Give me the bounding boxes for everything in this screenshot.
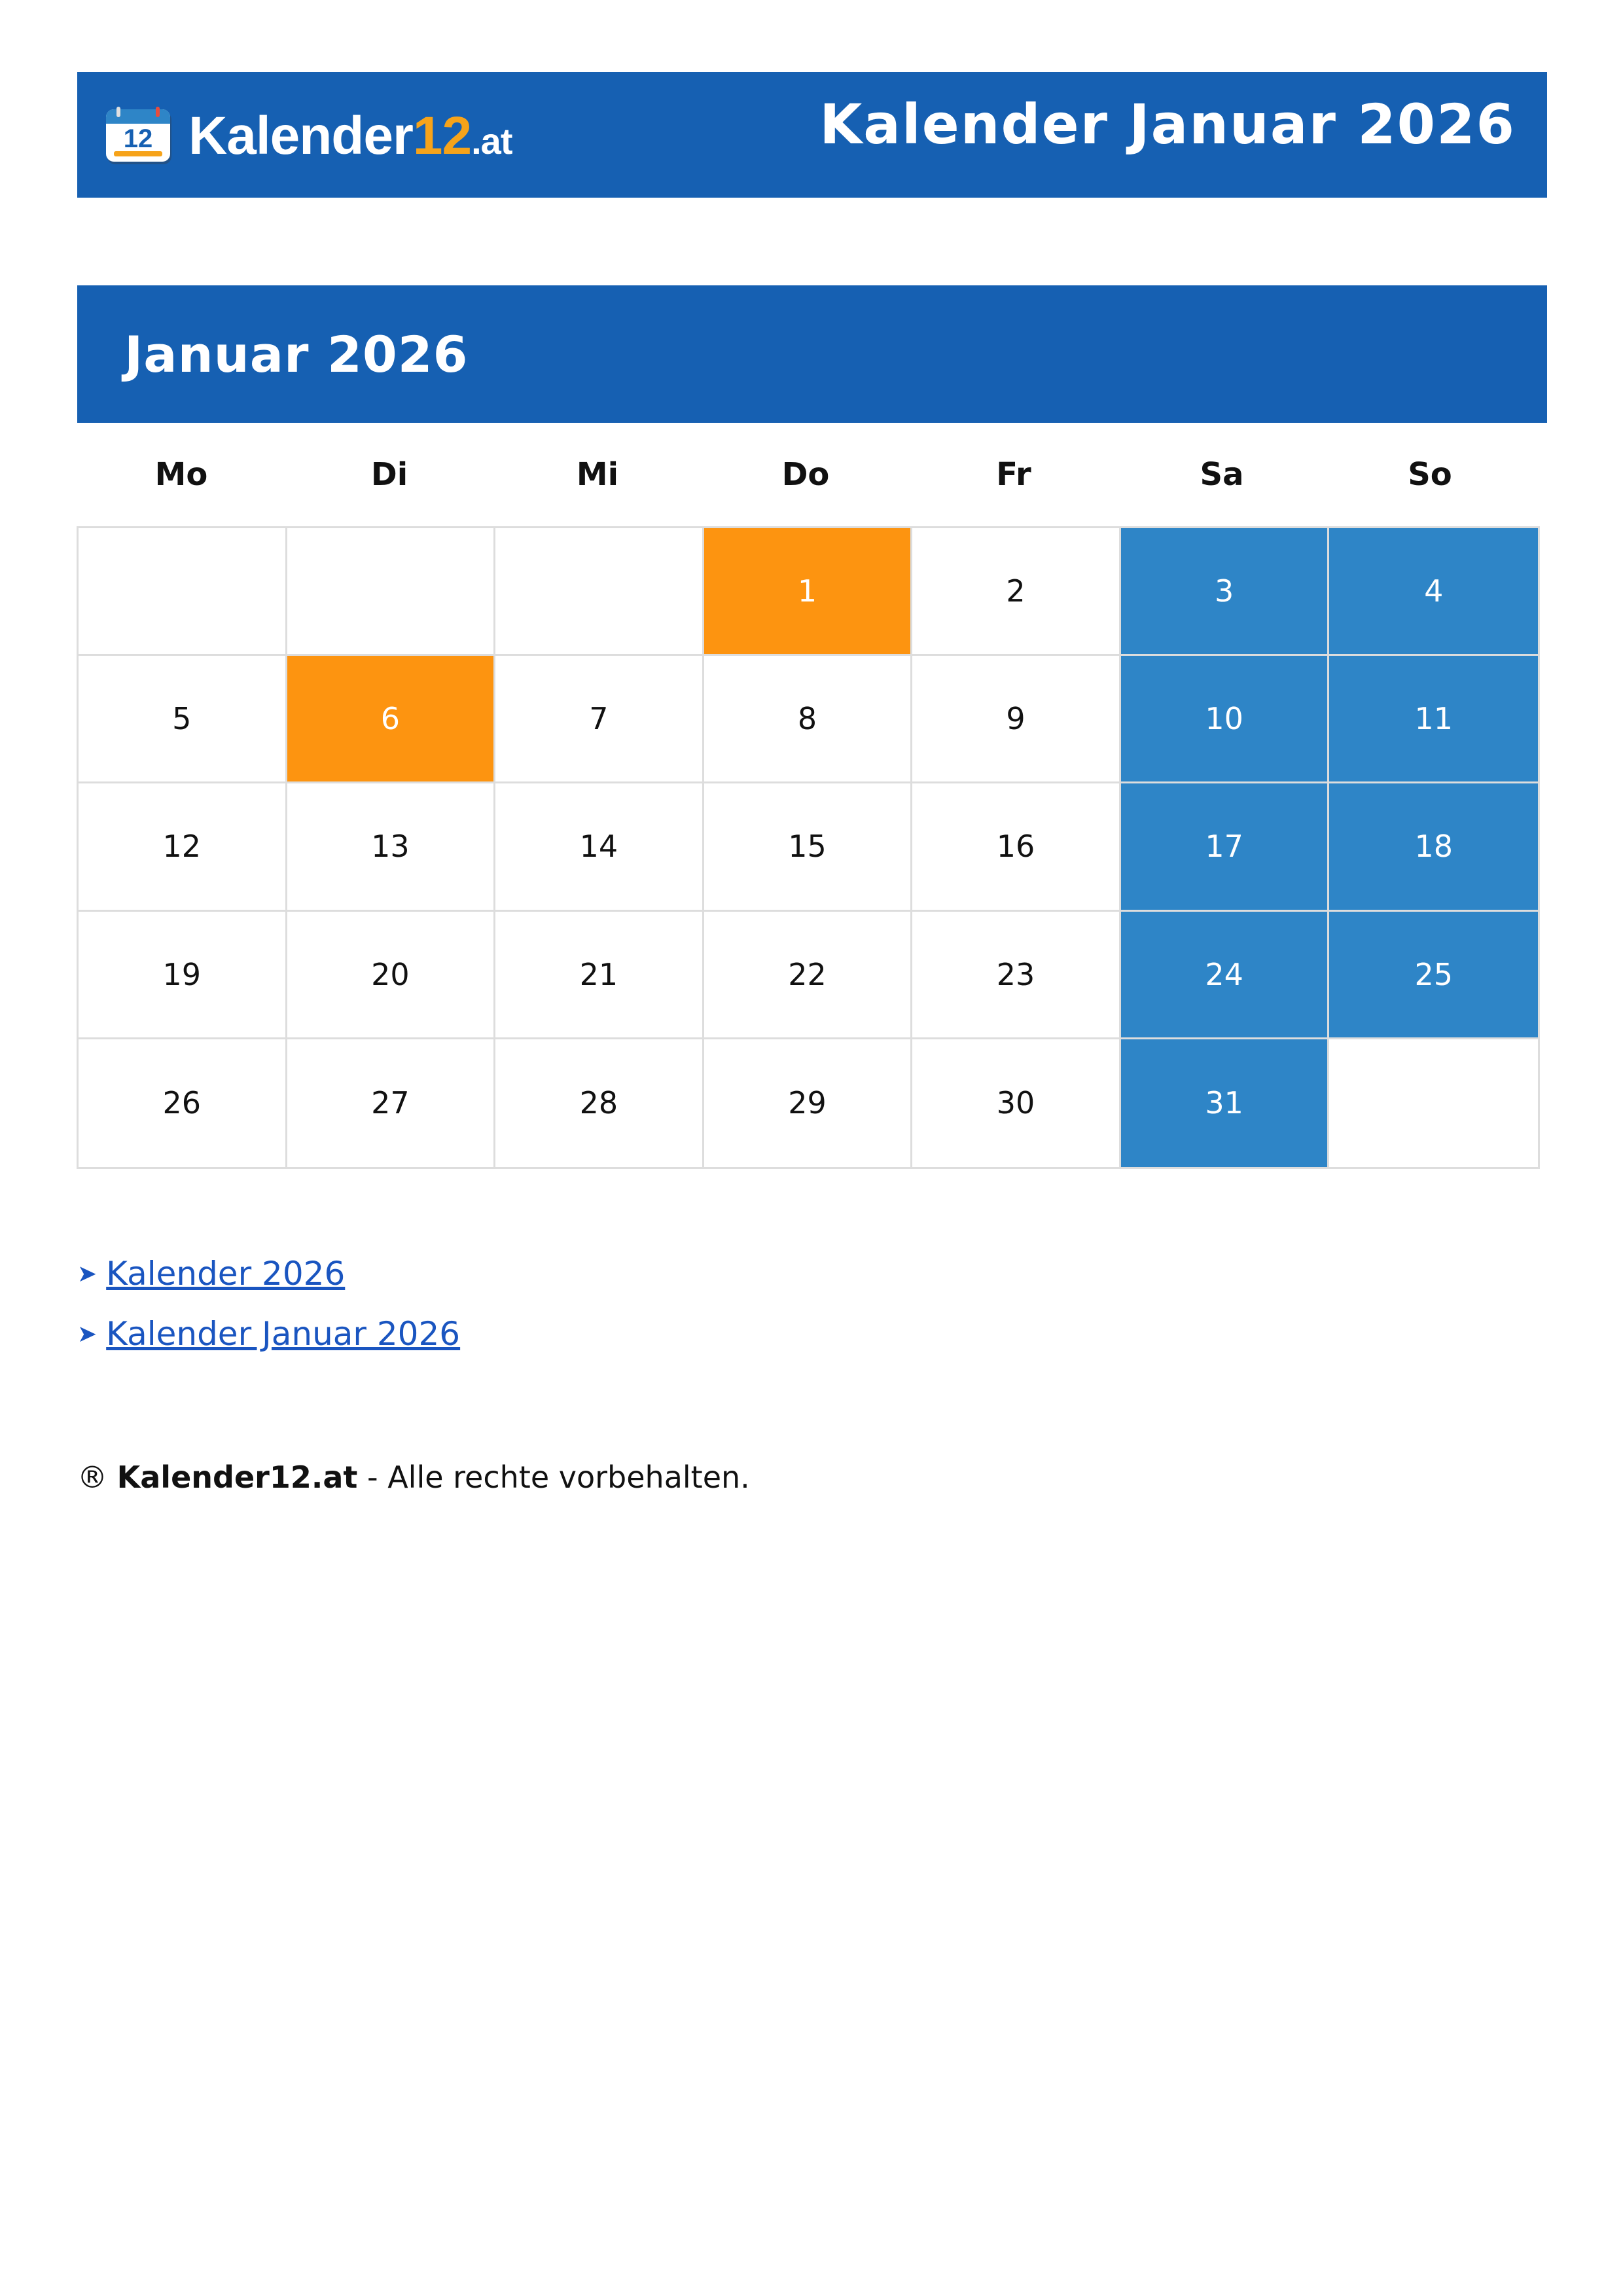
day-cell: 14 — [495, 783, 704, 911]
logo-tld: .at — [471, 120, 512, 162]
day-cell: 29 — [704, 1039, 913, 1167]
weekday-label: Mi — [576, 456, 619, 493]
weekend-day-cell: 17 — [1121, 783, 1330, 911]
weekend-day-cell: 31 — [1121, 1039, 1330, 1167]
logo-text: Kalender — [188, 106, 413, 166]
weekend-day-cell: 18 — [1329, 783, 1538, 911]
site-logo[interactable] — [105, 103, 512, 169]
day-cell: 22 — [704, 912, 913, 1039]
month-banner — [77, 285, 1547, 423]
page-title: Kalender Januar 2026 — [819, 92, 1516, 156]
footer — [77, 1460, 750, 1495]
day-cell: 13 — [287, 783, 496, 911]
site-header — [77, 72, 1547, 198]
weekend-day-cell: 24 — [1121, 912, 1330, 1039]
empty-day-cell — [1329, 1039, 1538, 1167]
calendar-grid — [77, 526, 1540, 1169]
weekend-day-cell: 25 — [1329, 912, 1538, 1039]
link-row — [77, 1244, 460, 1304]
weekday-label: So — [1408, 456, 1452, 493]
weekday-header-row — [77, 445, 1534, 504]
empty-day-cell — [495, 528, 704, 656]
arrow-right-icon: ➤ — [77, 1320, 98, 1348]
footer-brand: Kalender12.at — [116, 1460, 358, 1495]
day-cell: 30 — [912, 1039, 1121, 1167]
logo-wordmark — [188, 106, 512, 166]
related-links — [77, 1244, 460, 1364]
link-kalender-januar-2026[interactable]: Kalender Januar 2026 — [106, 1315, 461, 1353]
day-cell: 20 — [287, 912, 496, 1039]
weekend-day-cell: 3 — [1121, 528, 1330, 656]
day-cell: 16 — [912, 783, 1121, 911]
weekday-label: Mo — [154, 456, 208, 493]
day-cell: 5 — [79, 656, 287, 783]
link-row — [77, 1304, 460, 1364]
logo-number: 12 — [412, 106, 472, 166]
weekend-day-cell: 10 — [1121, 656, 1330, 783]
day-cell: 26 — [79, 1039, 287, 1167]
weekday-label: Do — [781, 456, 830, 493]
weekday-label: Fr — [996, 456, 1031, 493]
empty-day-cell — [79, 528, 287, 656]
day-cell: 2 — [912, 528, 1121, 656]
logo-icon-number: 12 — [123, 124, 153, 153]
day-cell: 28 — [495, 1039, 704, 1167]
day-cell: 19 — [79, 912, 287, 1039]
day-cell: 27 — [287, 1039, 496, 1167]
day-cell: 15 — [704, 783, 913, 911]
registered-symbol: ® — [77, 1460, 107, 1495]
day-cell: 7 — [495, 656, 704, 783]
day-cell: 21 — [495, 912, 704, 1039]
month-title: Januar 2026 — [124, 325, 469, 384]
empty-day-cell — [287, 528, 496, 656]
calendar-logo-icon — [105, 107, 174, 166]
holiday-day-cell: 1 — [704, 528, 913, 656]
weekend-day-cell: 4 — [1329, 528, 1538, 656]
footer-text: - Alle rechte vorbehalten. — [366, 1460, 750, 1495]
weekday-label: Di — [370, 456, 408, 493]
day-cell: 12 — [79, 783, 287, 911]
holiday-day-cell: 6 — [287, 656, 496, 783]
day-cell: 23 — [912, 912, 1121, 1039]
link-kalender-2026[interactable]: Kalender 2026 — [106, 1255, 346, 1293]
weekend-day-cell: 11 — [1329, 656, 1538, 783]
weekday-label: Sa — [1200, 456, 1244, 493]
day-cell: 8 — [704, 656, 913, 783]
arrow-right-icon: ➤ — [77, 1260, 98, 1287]
day-cell: 9 — [912, 656, 1121, 783]
